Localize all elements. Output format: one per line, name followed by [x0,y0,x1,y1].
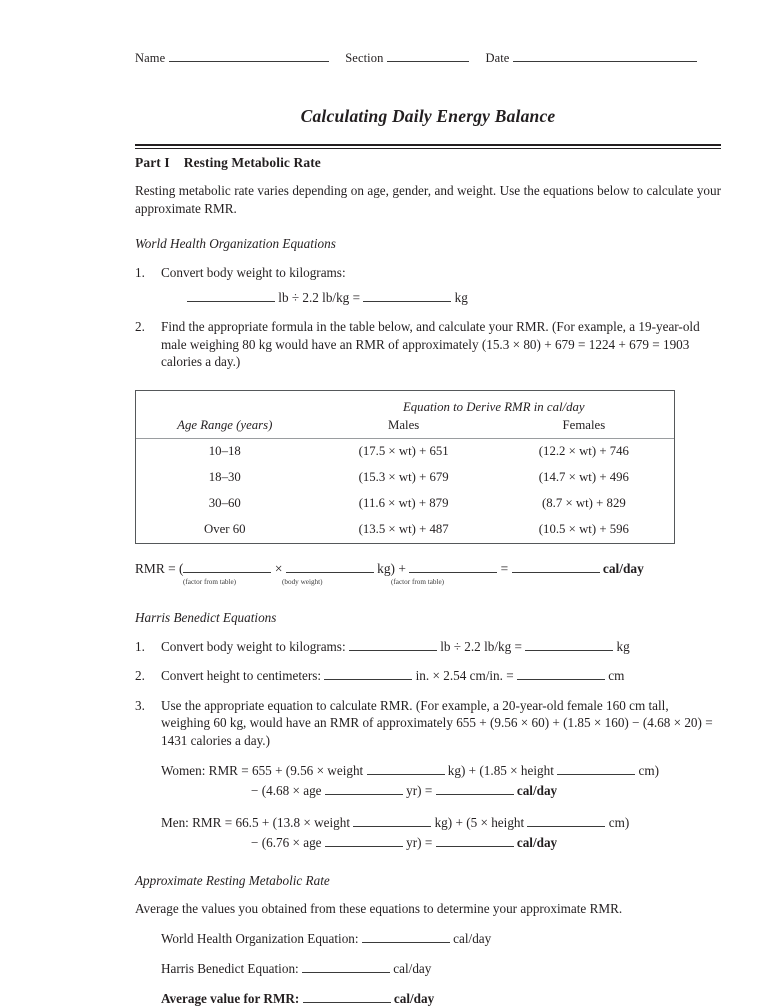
rmr-equation-table-container [135,390,675,544]
who-step-1-unit-b: kg [454,289,468,305]
women-equation-lead: Women: RMR = 655 + (9.56 × weight [161,762,364,778]
annotation-body-weight: (body weight) [282,577,323,586]
who-step-1-equation [161,289,721,307]
men-equation-line-2 [161,834,721,852]
rmr-formula-unit: cal/day [602,560,644,576]
women-equation-mid: kg) + (1.85 × height [447,762,554,778]
table-cell-age: 18–30 [208,470,241,485]
approx-row-who [135,931,721,947]
table-row [136,517,674,543]
table-cell-male: (13.5 × wt) + 487 [358,522,449,537]
rmr-equation-table [136,391,674,543]
men-equation-mid: kg) + (5 × height [434,814,525,830]
men-age-blank[interactable] [325,835,403,847]
rmr-formula-equals: = [500,560,509,576]
section-divider [135,144,721,149]
women-equation-line-2 [161,782,721,800]
table-row [136,438,674,465]
men-weight-blank[interactable] [353,815,431,827]
approx-average-blank[interactable] [303,991,391,1003]
women-age-blank[interactable] [325,783,403,795]
harris-weight-kg-blank[interactable] [525,639,613,651]
women-equation-close: cm) [638,762,659,778]
page-content [135,50,721,1007]
table-cell-female: (8.7 × wt) + 829 [542,496,626,511]
annotation-factor-from-table-2: (factor from table) [391,577,445,586]
men-equation-age-mid: yr) = [406,835,433,851]
harris-step-1 [135,638,721,656]
table-row [136,465,674,491]
harris-step-2 [135,667,721,685]
date-label: Date [485,51,510,65]
who-step-1 [135,264,721,306]
table-header-males: Males [314,416,494,439]
men-equation-close: cm) [608,814,630,830]
harris-subheading: Harris Benedict Equations [135,609,277,625]
approx-harris-unit: cal/day [393,961,432,977]
who-weight-kg-blank[interactable] [363,290,451,302]
table-header-age-range: Age Range (years) [136,416,314,439]
women-result-blank[interactable] [436,783,514,795]
table-cell-age: 10–18 [208,444,241,459]
harris-step-2-unit-b: cm [608,668,625,684]
who-step-2-number: 2. [135,319,145,335]
rmr-formula-prefix: RMR = ( [135,560,184,576]
who-subheading: World Health Organization Equations [135,236,336,252]
harris-step-1-unit-a: lb ÷ 2.2 lb/kg = [440,638,522,654]
women-equation-line-1 [161,762,721,780]
rmr-factor-blank[interactable] [183,561,271,573]
rmr-result-blank[interactable] [512,561,600,573]
table-cell-male: (15.3 × wt) + 679 [358,470,449,485]
table-header-females: Females [494,416,674,439]
harris-height-in-blank[interactable] [324,668,412,680]
approx-harris-label: Harris Benedict Equation: [161,961,299,977]
who-step-1-number: 1. [135,265,145,281]
approx-who-blank[interactable] [362,931,450,943]
rmr-formula-times: × [274,560,283,576]
who-step-1-unit-a: lb ÷ 2.2 lb/kg = [278,289,361,305]
approx-average-unit: cal/day [393,991,435,1007]
men-equation-unit: cal/day [516,835,558,851]
harris-step-2-unit-a: in. × 2.54 cm/in. = [415,668,514,684]
approx-subheading: Approximate Resting Metabolic Rate [135,872,330,888]
harris-step-3-number: 3. [135,697,145,713]
name-label: Name [135,51,166,65]
who-step-1-text: Convert body weight to kilograms: [161,265,346,281]
women-weight-blank[interactable] [367,763,445,775]
harris-steps-list [135,638,721,852]
table-cell-age: Over 60 [203,522,246,537]
table-span-header-row [136,391,674,416]
rmr-bodyweight-blank[interactable] [286,561,374,573]
date-input-blank[interactable] [513,50,697,62]
approx-who-label: World Health Organization Equation: [161,931,359,947]
annotation-factor-from-table: (factor from table) [183,577,237,586]
approx-who-unit: cal/day [453,931,492,947]
harris-step-1-text: Convert body weight to kilograms: [161,638,346,654]
harris-step-3 [135,697,721,852]
harris-step-2-text: Convert height to centimeters: [161,668,322,684]
approx-average-label: Average value for RMR: [161,991,300,1007]
section-label: Section [345,51,384,65]
part-heading [135,155,721,171]
men-equation-lead: Men: RMR = 66.5 + (13.8 × weight [161,814,350,830]
men-equation-line-1 [161,814,721,832]
harris-step-1-number: 1. [135,638,145,654]
part-title: Resting Metabolic Rate [183,155,321,170]
identification-line [135,50,721,66]
part-number: Part I [135,155,170,170]
who-step-2 [135,318,721,371]
table-cell-male: (17.5 × wt) + 651 [358,444,449,459]
harris-step-1-unit-b: kg [616,638,630,654]
men-result-blank[interactable] [436,835,514,847]
rmr-formula-kg-close: kg) + [377,560,406,576]
harris-height-cm-blank[interactable] [517,668,605,680]
page-title: Calculating Daily Energy Balance [300,106,556,126]
women-height-blank[interactable] [557,763,635,775]
part-intro-text: Resting metabolic rate varies depending on age, gender, and weight. Use the equations below to calculate your approximate RMR. [135,183,721,216]
men-equation-age-lead: − (6.76 × age [251,835,322,851]
men-height-blank[interactable] [527,815,605,827]
name-input-blank[interactable] [169,50,329,62]
harris-step-2-number: 2. [135,668,145,684]
table-cell-female: (10.5 × wt) + 596 [538,522,629,537]
who-step-2-text: Find the appropriate formula in the table below, and calculate your RMR. (For example, a 19-year-old male weighing 80 kg would have an RMR of approximately (15.3 × 80) + 679 = 1224 + 679 = 1903 calories a day.) [161,319,700,370]
table-cell-female: (14.7 × wt) + 496 [538,470,629,485]
rmr-factor2-blank[interactable] [409,561,497,573]
table-row [136,491,674,517]
approx-harris-blank[interactable] [302,961,390,973]
table-cell-male: (11.6 × wt) + 879 [358,496,449,511]
section-input-blank[interactable] [387,50,469,62]
table-column-header-row [136,416,674,439]
table-span-header-spacer [136,391,314,416]
women-equation-age-mid: yr) = [406,783,433,799]
table-cell-female: (12.2 × wt) + 746 [538,444,629,459]
who-rmr-formula-line [135,561,721,591]
table-cell-age: 30–60 [208,496,241,511]
approx-row-harris [135,961,721,977]
who-steps-list [135,264,721,371]
table-span-header: Equation to Derive RMR in cal/day [402,399,585,414]
who-weight-lb-blank[interactable] [187,290,275,302]
women-equation-age-lead: − (4.68 × age [251,783,322,799]
approx-intro-text: Average the values you obtained from these equations to determine your approximate RMR. [135,900,623,916]
harris-step-3-text: Use the appropriate equation to calculate RMR. (For example, a 20-year-old female 160 cm tall, weighing 60 kg, would have an RMR of approximately 655 + (9.56 × 60) + (1.85 × 160) − (4.68 × 20) = 1431 calories a day.) [161,697,713,749]
harris-weight-lb-blank[interactable] [349,639,437,651]
women-equation-unit: cal/day [516,783,558,799]
